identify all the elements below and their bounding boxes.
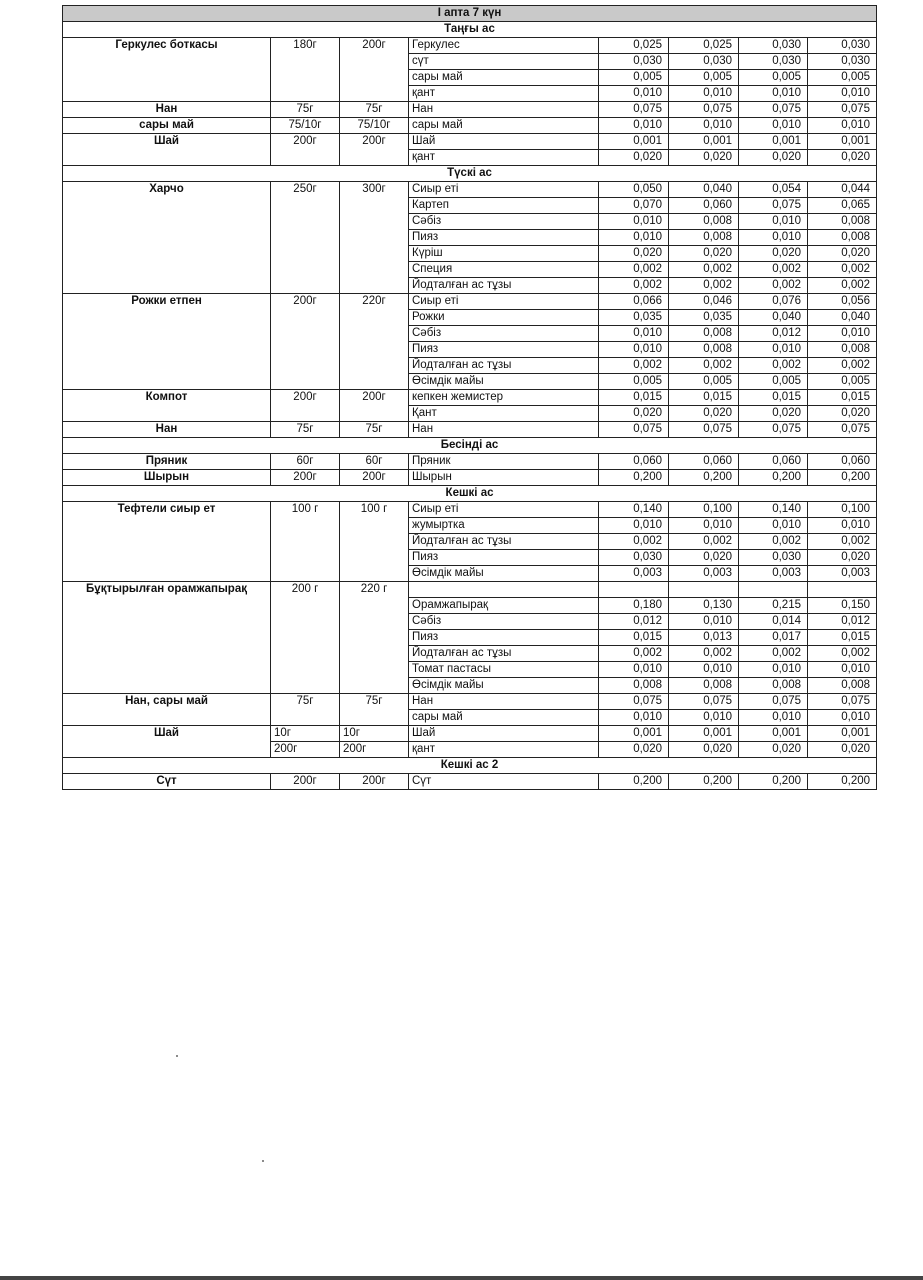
ingredient-name: Сәбіз [409,614,599,630]
table-row [63,454,877,470]
ingredient-name: Өсімдік майы [409,566,599,582]
ingredient-name: Нан [409,422,599,438]
quantity-cell: 0,008 [669,342,739,358]
ingredient-name: Сүт [409,774,599,790]
quantity-cell: 0,002 [808,278,877,294]
title-row [63,6,877,22]
quantity-cell: 0,040 [669,182,739,198]
ingredient-name: Геркулес [409,38,599,54]
quantity-cell: 0,015 [808,630,877,646]
quantity-cell: 0,035 [669,310,739,326]
quantity-cell: 0,003 [669,566,739,582]
dish-name: Нан [63,102,271,118]
portion-size-1: 75/10г [271,118,340,134]
dish-name: Сүт [63,774,271,790]
dish-name: Шай [63,726,271,758]
quantity-cell: 0,200 [669,774,739,790]
quantity-cell: 0,010 [808,518,877,534]
portion-size-2: 200г [340,742,409,758]
quantity-cell: 0,020 [669,406,739,422]
quantity-cell: 0,215 [739,598,808,614]
quantity-cell: 0,140 [739,502,808,518]
ingredient-name [409,582,599,598]
quantity-cell: 0,075 [599,102,669,118]
quantity-cell: 0,075 [669,694,739,710]
quantity-cell: 0,020 [669,742,739,758]
quantity-cell: 0,150 [808,598,877,614]
table-row [63,422,877,438]
quantity-cell: 0,010 [599,230,669,246]
quantity-cell: 0,180 [599,598,669,614]
portion-size-2: 75г [340,102,409,118]
quantity-cell: 0,010 [739,86,808,102]
quantity-cell: 0,013 [669,630,739,646]
ingredient-name: Томат пастасы [409,662,599,678]
portion-size-1: 180г [271,38,340,102]
quantity-cell: 0,003 [599,566,669,582]
quantity-cell: 0,010 [808,326,877,342]
quantity-cell: 0,015 [599,630,669,646]
ingredient-name: Шай [409,134,599,150]
quantity-cell [669,582,739,598]
quantity-cell: 0,060 [669,198,739,214]
quantity-cell: 0,020 [669,550,739,566]
quantity-cell: 0,005 [808,70,877,86]
portion-size-1: 100 г [271,502,340,582]
quantity-cell: 0,010 [808,86,877,102]
quantity-cell: 0,008 [669,678,739,694]
quantity-cell: 0,002 [739,534,808,550]
quantity-cell: 0,075 [808,422,877,438]
dish-name: Геркулес боткасы [63,38,271,102]
quantity-cell: 0,200 [599,774,669,790]
quantity-cell: 0,001 [669,134,739,150]
quantity-cell: 0,075 [808,102,877,118]
quantity-cell: 0,200 [599,470,669,486]
quantity-cell: 0,130 [669,598,739,614]
quantity-cell: 0,020 [808,150,877,166]
quantity-cell: 0,002 [599,646,669,662]
quantity-cell: 0,002 [739,262,808,278]
dish-name: Пряник [63,454,271,470]
quantity-cell: 0,010 [739,710,808,726]
ingredient-name: жумыртка [409,518,599,534]
portion-size-1: 250г [271,182,340,294]
section-row [63,486,877,502]
table-title: I апта 7 күн [63,6,877,22]
table-row [63,582,877,598]
ingredient-name: Пияз [409,550,599,566]
quantity-cell: 0,075 [739,694,808,710]
quantity-cell: 0,008 [808,214,877,230]
ingredient-name: Нан [409,102,599,118]
quantity-cell: 0,001 [739,726,808,742]
quantity-cell: 0,050 [599,182,669,198]
quantity-cell: 0,010 [808,118,877,134]
quantity-cell: 0,060 [599,454,669,470]
quantity-cell: 0,008 [599,678,669,694]
quantity-cell: 0,100 [669,502,739,518]
table-row [63,182,877,198]
ingredient-name: Йодталған ас тұзы [409,358,599,374]
quantity-cell: 0,010 [669,662,739,678]
quantity-cell: 0,005 [739,374,808,390]
ingredient-name: Шай [409,726,599,742]
ingredient-name: Пряник [409,454,599,470]
quantity-cell: 0,030 [808,38,877,54]
portion-size-1: 75г [271,422,340,438]
quantity-cell: 0,010 [739,118,808,134]
quantity-cell: 0,002 [599,534,669,550]
quantity-cell: 0,020 [808,246,877,262]
quantity-cell: 0,075 [739,198,808,214]
portion-size-1: 200 г [271,582,340,694]
section-row [63,438,877,454]
dish-name: Харчо [63,182,271,294]
quantity-cell: 0,020 [669,150,739,166]
quantity-cell: 0,066 [599,294,669,310]
table-row [63,294,877,310]
quantity-cell: 0,002 [669,278,739,294]
ingredient-name: қант [409,742,599,758]
portion-size-1: 10г [271,726,340,742]
quantity-cell: 0,010 [599,662,669,678]
ingredient-name: сары май [409,710,599,726]
dish-name: Тефтели сиыр ет [63,502,271,582]
table-row [63,102,877,118]
quantity-cell: 0,001 [739,134,808,150]
quantity-cell: 0,010 [599,518,669,534]
quantity-cell: 0,008 [808,678,877,694]
portion-size-1: 60г [271,454,340,470]
quantity-cell: 0,005 [669,70,739,86]
quantity-cell: 0,075 [599,694,669,710]
quantity-cell: 0,075 [599,422,669,438]
quantity-cell: 0,003 [808,566,877,582]
quantity-cell: 0,200 [808,774,877,790]
ingredient-name: Йодталған ас тұзы [409,646,599,662]
quantity-cell: 0,020 [739,246,808,262]
quantity-cell: 0,076 [739,294,808,310]
ingredient-name: Сиыр еті [409,502,599,518]
scan-bottom-edge [0,1276,923,1280]
quantity-cell [808,582,877,598]
quantity-cell: 0,010 [739,342,808,358]
dish-name: Нан, сары май [63,694,271,726]
quantity-cell: 0,005 [599,374,669,390]
quantity-cell: 0,030 [599,54,669,70]
quantity-cell: 0,001 [669,726,739,742]
quantity-cell: 0,200 [669,470,739,486]
menu-table [62,5,877,790]
quantity-cell: 0,020 [808,742,877,758]
quantity-cell: 0,075 [808,694,877,710]
section-heading: Бесінді ас [63,438,877,454]
quantity-cell: 0,003 [739,566,808,582]
quantity-cell: 0,030 [808,54,877,70]
portion-size-1: 200г [271,470,340,486]
quantity-cell: 0,002 [808,534,877,550]
quantity-cell: 0,010 [669,86,739,102]
ingredient-name: Пияз [409,630,599,646]
ingredient-name: Сиыр еті [409,294,599,310]
quantity-cell: 0,010 [599,86,669,102]
dish-name: Шырын [63,470,271,486]
quantity-cell: 0,008 [808,342,877,358]
quantity-cell: 0,002 [599,278,669,294]
quantity-cell [599,582,669,598]
section-heading: Таңғы ас [63,22,877,38]
quantity-cell: 0,020 [669,246,739,262]
dish-name: Нан [63,422,271,438]
portion-size-1: 200г [271,774,340,790]
quantity-cell: 0,010 [599,342,669,358]
quantity-cell: 0,040 [808,310,877,326]
quantity-cell: 0,046 [669,294,739,310]
quantity-cell: 0,040 [739,310,808,326]
quantity-cell: 0,001 [808,134,877,150]
portion-size-2: 60г [340,454,409,470]
quantity-cell: 0,005 [599,70,669,86]
quantity-cell: 0,002 [739,646,808,662]
quantity-cell: 0,002 [669,358,739,374]
quantity-cell: 0,010 [808,662,877,678]
section-row [63,22,877,38]
quantity-cell: 0,020 [739,742,808,758]
quantity-cell: 0,056 [808,294,877,310]
ingredient-name: Өсімдік майы [409,374,599,390]
portion-size-2: 75г [340,694,409,726]
quantity-cell: 0,020 [599,406,669,422]
quantity-cell: 0,002 [599,262,669,278]
portion-size-1: 75г [271,694,340,726]
quantity-cell: 0,020 [599,742,669,758]
quantity-cell: 0,012 [599,614,669,630]
dish-name: Рожки етпен [63,294,271,390]
quantity-cell: 0,001 [599,726,669,742]
quantity-cell: 0,010 [669,614,739,630]
ingredient-name: Өсімдік майы [409,678,599,694]
quantity-cell: 0,002 [599,358,669,374]
ingredient-name: Пияз [409,230,599,246]
quantity-cell: 0,017 [739,630,808,646]
quantity-cell: 0,001 [599,134,669,150]
quantity-cell: 0,014 [739,614,808,630]
ingredient-name: сүт [409,54,599,70]
scan-speck [176,1055,178,1057]
quantity-cell: 0,030 [739,54,808,70]
quantity-cell: 0,075 [669,422,739,438]
ingredient-name: Сәбіз [409,214,599,230]
quantity-cell: 0,044 [808,182,877,198]
portion-size-2: 75г [340,422,409,438]
section-heading: Түскі ас [63,166,877,182]
table-row [63,118,877,134]
quantity-cell: 0,010 [669,518,739,534]
ingredient-name: қант [409,86,599,102]
quantity-cell: 0,065 [808,198,877,214]
ingredient-name: қант [409,150,599,166]
ingredient-name: сары май [409,70,599,86]
quantity-cell: 0,008 [669,326,739,342]
quantity-cell: 0,020 [599,246,669,262]
ingredient-name: Йодталған ас тұзы [409,278,599,294]
quantity-cell: 0,015 [808,390,877,406]
quantity-cell: 0,005 [739,70,808,86]
quantity-cell: 0,020 [808,406,877,422]
quantity-cell: 0,008 [669,230,739,246]
quantity-cell: 0,010 [599,710,669,726]
quantity-cell: 0,002 [669,262,739,278]
ingredient-name: Специя [409,262,599,278]
quantity-cell: 0,010 [739,518,808,534]
quantity-cell: 0,020 [739,406,808,422]
quantity-cell: 0,005 [669,374,739,390]
dish-name: Шай [63,134,271,166]
quantity-cell: 0,010 [739,662,808,678]
quantity-cell [739,582,808,598]
quantity-cell: 0,001 [808,726,877,742]
quantity-cell: 0,010 [669,118,739,134]
section-heading: Кешкі ас 2 [63,758,877,774]
scan-speck [262,1160,264,1162]
ingredient-name: кепкен жемистер [409,390,599,406]
portion-size-2: 200г [340,390,409,422]
portion-size-2: 200г [340,774,409,790]
quantity-cell: 0,002 [808,262,877,278]
portion-size-1: 75г [271,102,340,118]
ingredient-name: Пияз [409,342,599,358]
quantity-cell: 0,030 [739,38,808,54]
quantity-cell: 0,015 [669,390,739,406]
ingredient-name: Картеп [409,198,599,214]
quantity-cell: 0,200 [739,470,808,486]
portion-size-2: 100 г [340,502,409,582]
portion-size-2: 200г [340,470,409,486]
ingredient-name: Қант [409,406,599,422]
ingredient-name: Сәбіз [409,326,599,342]
quantity-cell: 0,002 [739,358,808,374]
quantity-cell: 0,060 [669,454,739,470]
table-row [63,470,877,486]
ingredient-name: Орамжапырақ [409,598,599,614]
table-row [63,694,877,710]
quantity-cell: 0,030 [739,550,808,566]
quantity-cell: 0,020 [739,150,808,166]
quantity-cell: 0,010 [599,214,669,230]
quantity-cell: 0,010 [808,710,877,726]
quantity-cell: 0,008 [739,678,808,694]
quantity-cell: 0,075 [739,102,808,118]
quantity-cell: 0,054 [739,182,808,198]
quantity-cell: 0,008 [669,214,739,230]
quantity-cell: 0,020 [808,550,877,566]
table-row [63,726,877,742]
portion-size-2: 220 г [340,582,409,694]
quantity-cell: 0,200 [739,774,808,790]
quantity-cell: 0,015 [599,390,669,406]
dish-name: Бұқтырылған орамжапырақ [63,582,271,694]
portion-size-2: 10г [340,726,409,742]
quantity-cell: 0,012 [739,326,808,342]
dish-name: сары май [63,118,271,134]
quantity-cell: 0,008 [808,230,877,246]
section-heading: Кешкі ас [63,486,877,502]
quantity-cell: 0,075 [669,102,739,118]
table-row [63,38,877,54]
quantity-cell: 0,075 [739,422,808,438]
table-row [63,134,877,150]
portion-size-2: 200г [340,134,409,166]
portion-size-1: 200г [271,390,340,422]
ingredient-name: Нан [409,694,599,710]
table-row [63,502,877,518]
quantity-cell: 0,010 [669,710,739,726]
quantity-cell: 0,100 [808,502,877,518]
quantity-cell: 0,060 [808,454,877,470]
ingredient-name: Күріш [409,246,599,262]
portion-size-2: 75/10г [340,118,409,134]
quantity-cell: 0,010 [739,214,808,230]
quantity-cell: 0,140 [599,502,669,518]
portion-size-2: 300г [340,182,409,294]
portion-size-1: 200г [271,742,340,758]
ingredient-name: сары май [409,118,599,134]
portion-size-1: 200г [271,134,340,166]
ingredient-name: Рожки [409,310,599,326]
portion-size-2: 200г [340,38,409,102]
ingredient-name: Шырын [409,470,599,486]
table-row [63,390,877,406]
quantity-cell: 0,060 [739,454,808,470]
quantity-cell: 0,002 [739,278,808,294]
ingredient-name: Сиыр еті [409,182,599,198]
quantity-cell: 0,012 [808,614,877,630]
quantity-cell: 0,002 [669,534,739,550]
quantity-cell: 0,002 [808,646,877,662]
quantity-cell: 0,005 [808,374,877,390]
portion-size-2: 220г [340,294,409,390]
quantity-cell: 0,010 [739,230,808,246]
portion-size-1: 200г [271,294,340,390]
table-row [63,774,877,790]
dish-name: Компот [63,390,271,422]
quantity-cell: 0,002 [669,646,739,662]
section-row [63,758,877,774]
ingredient-name: Йодталған ас тұзы [409,534,599,550]
quantity-cell: 0,200 [808,470,877,486]
quantity-cell: 0,010 [599,326,669,342]
quantity-cell: 0,015 [739,390,808,406]
menu-sheet [62,5,876,790]
quantity-cell: 0,025 [669,38,739,54]
quantity-cell: 0,030 [669,54,739,70]
quantity-cell: 0,020 [599,150,669,166]
quantity-cell: 0,002 [808,358,877,374]
quantity-cell: 0,035 [599,310,669,326]
quantity-cell: 0,070 [599,198,669,214]
quantity-cell: 0,010 [599,118,669,134]
quantity-cell: 0,030 [599,550,669,566]
quantity-cell: 0,025 [599,38,669,54]
section-row [63,166,877,182]
